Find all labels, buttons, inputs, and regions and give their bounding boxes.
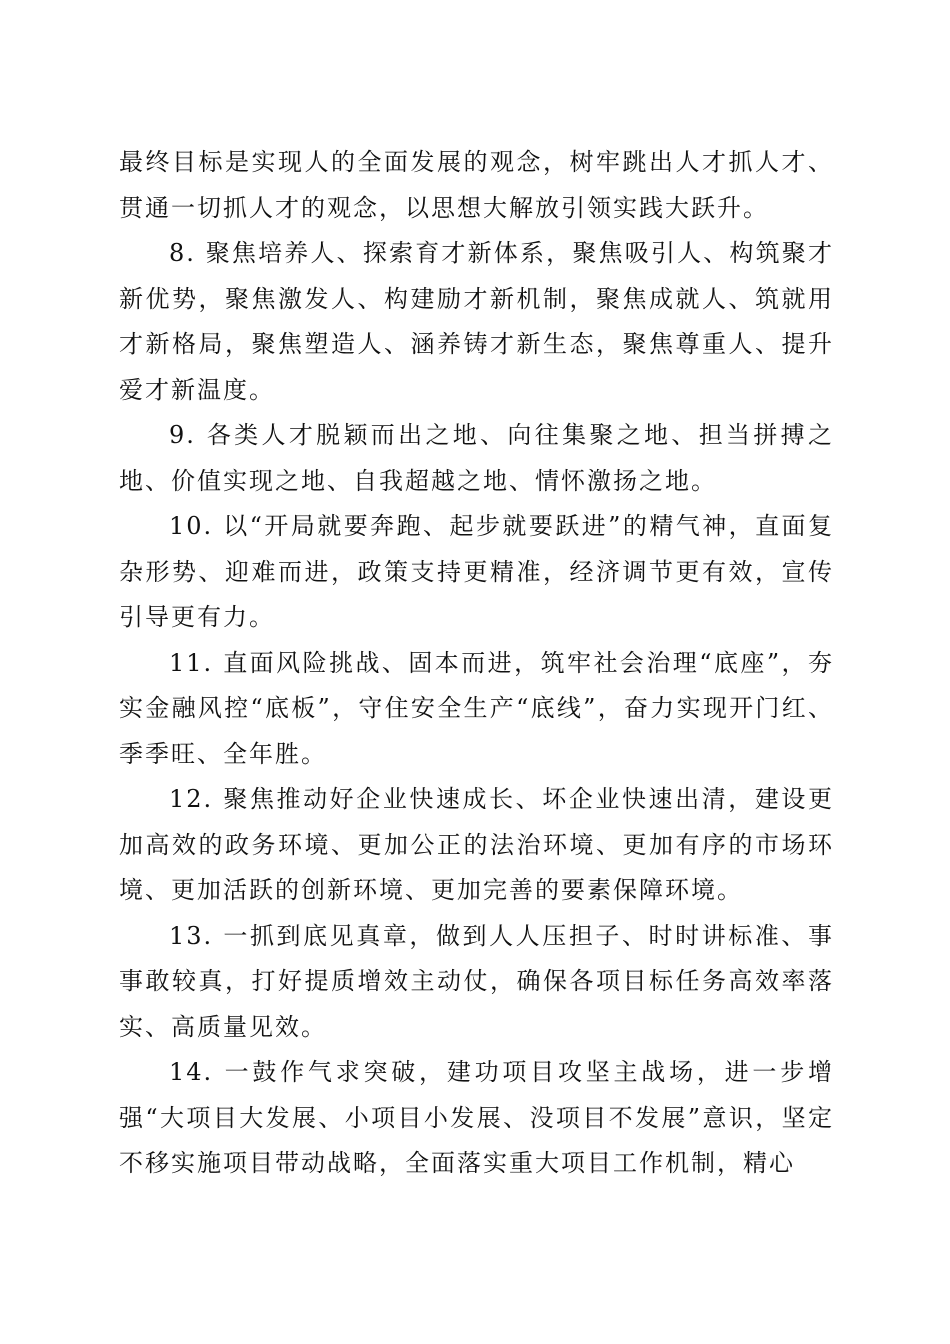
paragraph-item-9: 9. 各类人才脱颖而出之地、向往集聚之地、担当拼搏之地、价值实现之地、自我超越之地、情怀激扬之地。 bbox=[119, 421, 834, 495]
paragraph-item-11: 11. 直面风险挑战、固本而进，筑牢社会治理“底座”，夯实金融风控“底板”，守住安全生产“底线”，奋力实现开门红、季季旺、全年胜。 bbox=[119, 648, 834, 768]
paragraph-item-12: 12. 聚焦推动好企业快速成长、坏企业快速出清，建设更加高效的政务环境、更加公正的法治环境、更加有序的市场环境、更加活跃的创新环境、更加完善的要素保障环境。 bbox=[119, 785, 834, 904]
paragraph-item-14: 14. 一鼓作气求突破，建功项目攻坚主战场，进一步增强“大项目大发展、小项目小发展、没项目不发展”意识，坚定不移实施项目带动战略，全面落实重大项目工作机制，精心 bbox=[119, 1058, 834, 1177]
paragraph-continuation: 最终目标是实现人的全面发展的观念，树牢跳出人才抓人才、贯通一切抓人才的观念，以思想大解放引领实践大跃升。 bbox=[119, 148, 834, 222]
paragraph-item-8: 8. 聚焦培养人、探索育才新体系，聚焦吸引人、构筑聚才新优势，聚焦激发人、构建励才新机制，聚焦成就人、筑就用才新格局，聚焦塑造人、涵养铸才新生态，聚焦尊重人、提升爱才新温度。 bbox=[119, 239, 834, 404]
document-body bbox=[119, 140, 834, 1187]
paragraph-item-13: 13. 一抓到底见真章，做到人人压担子、时时讲标准、事事敢较真，打好提质增效主动仗，确保各项目标任务高效率落实、高质量见效。 bbox=[119, 921, 834, 1041]
paragraph-item-10: 10. 以“开局就要奔跑、起步就要跃进”的精气神，直面复杂形势、迎难而进，政策支持更精准，经济调节更有效，宣传引导更有力。 bbox=[119, 512, 834, 631]
